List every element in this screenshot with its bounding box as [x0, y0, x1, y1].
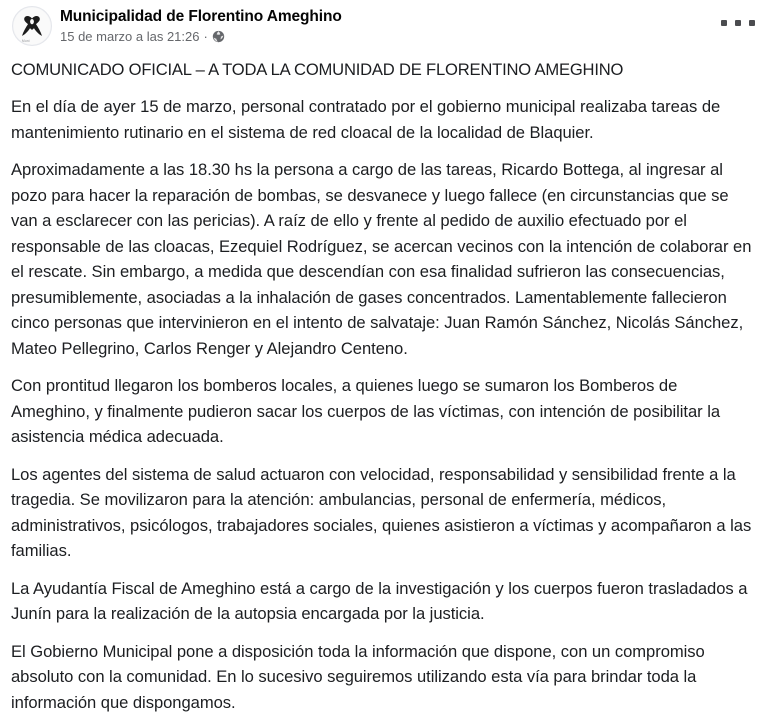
- avatar-caption: Muni: [22, 39, 30, 43]
- post-body: [0, 57, 768, 715]
- post-paragraph-2: Aproximadamente a las 18.30 hs la persona a cargo de las tareas, Ricardo Bottega, al ingresar al pozo para hacer la reparación de bombas, se desvanece y luego fallece (en circunstancias que se van a esclarecer con las pericias). A raíz de ello y frente al pedido de auxilio efectuado por el responsable de las cloacas, Ezequiel Rodríguez, se acercan vecinos con la intención de colaborar en el rescate. Sin embargo, a medida que descendían con esa finalidad sufrieron las consecuencias, presumiblemente, asociadas a la inhalación de gases concentrados. Lamentablemente fallecieron cinco personas que intervinieron en el intento de salvataje: Juan Ramón Sánchez, Nicolás Sánchez, Mateo Pellegrino, Carlos Renger y Alejandro Centeno.: [11, 157, 758, 361]
- post-author-block: [60, 6, 342, 45]
- meta-separator: ·: [203, 28, 207, 45]
- avatar[interactable]: [12, 6, 52, 46]
- menu-dot: [721, 20, 727, 26]
- menu-dot: [735, 20, 741, 26]
- post-timestamp[interactable]: 15 de marzo a las 21:26: [60, 28, 199, 45]
- globe-public-icon[interactable]: [212, 30, 225, 43]
- post-title: COMUNICADO OFICIAL – A TODA LA COMUNIDAD DE FLORENTINO AMEGHINO: [11, 57, 758, 82]
- post-paragraph-3: Con prontitud llegaron los bomberos locales, a quienes luego se sumaron los Bomberos de Ameghino, y finalmente pudieron sacar los cuerpos de las víctimas, con intención de posibilitar la asistencia médica adecuada.: [11, 373, 758, 450]
- page-name[interactable]: Municipalidad de Florentino Ameghino: [60, 7, 342, 26]
- black-mourning-ribbon-icon: [13, 7, 51, 45]
- post-paragraph-4: Los agentes del sistema de salud actuaron con velocidad, responsabilidad y sensibilidad frente a la tragedia. Se movilizaron para la atención: ambulancias, personal de enfermería, médicos, administrativos, psicólogos, trabajadores sociales, quienes asistieron a víctimas y acompañaron a las familias.: [11, 462, 758, 564]
- post-header: [0, 0, 768, 46]
- post-paragraph-6: El Gobierno Municipal pone a disposición toda la información que dispone, con un compromiso absoluto con la comunidad. En lo sucesivo seguiremos utilizando esta vía para brindar toda la información que dispongamos.: [11, 639, 758, 715]
- menu-dot: [749, 20, 755, 26]
- post-paragraph-1: En el día de ayer 15 de marzo, personal contratado por el gobierno municipal realizaba tareas de mantenimiento rutinario en el sistema de red cloacal de la localidad de Blaquier.: [11, 94, 758, 145]
- three-dots-horizontal-icon[interactable]: [721, 14, 755, 32]
- post-meta: [60, 28, 342, 45]
- post-paragraph-5: La Ayudantía Fiscal de Ameghino está a cargo de la investigación y los cuerpos fueron trasladados a Junín para la realización de la autopsia encargada por la justicia.: [11, 576, 758, 627]
